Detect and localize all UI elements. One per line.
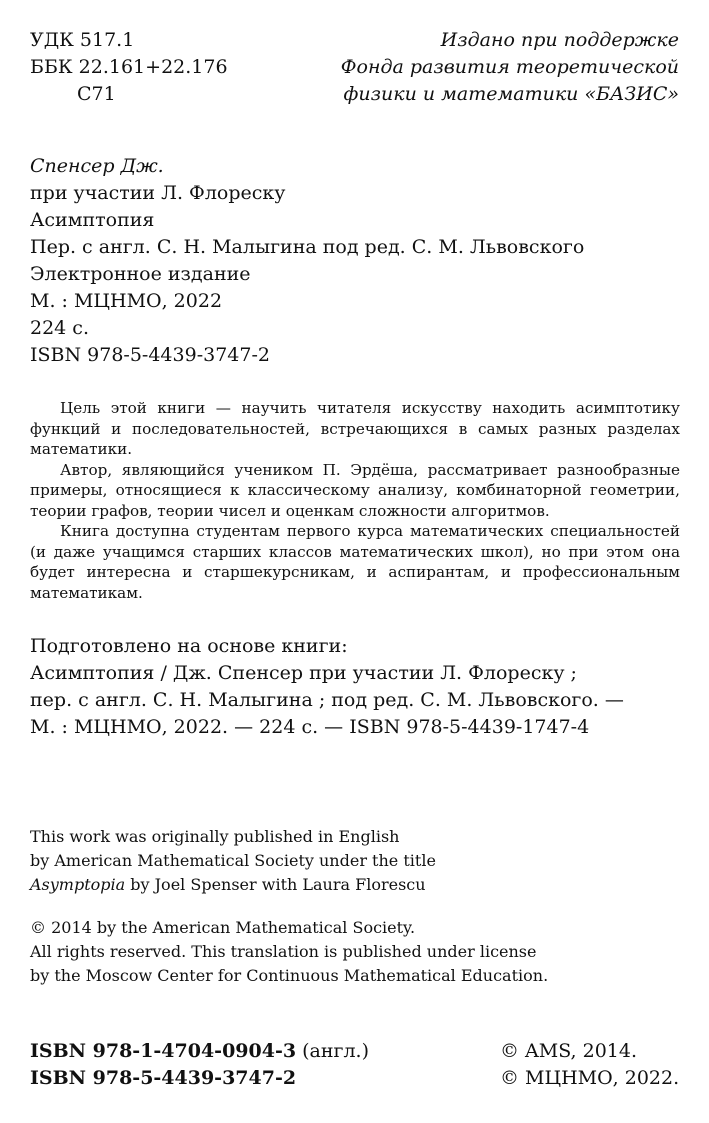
copyright-line: © 2014 by the American Mathematical Society. <box>30 918 416 937</box>
isbn-line-1 <box>30 1038 450 1065</box>
isbn-russian: ISBN 978-5-4439-3747-2 <box>30 1067 297 1089</box>
translation-info: Пер. с англ. С. Н. Малыгина под ред. С. М. Львовского <box>30 236 585 258</box>
original-line: by American Mathematical Society under the title <box>30 851 436 870</box>
copyright-block <box>500 1038 690 1092</box>
isbn-english-note: (англ.) <box>296 1040 369 1062</box>
author-name: Спенсер Дж. <box>30 155 164 177</box>
original-authors: by Joel Spenser with Laura Florescu <box>125 875 426 894</box>
coauthor: при участии Л. Флореску <box>30 182 286 204</box>
annotation-paragraph: Цель этой книги — научить читателя искусству находить асимптотику функций и последовательностей, встречающихся в самых разных разделах математики. <box>30 399 680 458</box>
original-title: Asymptopia <box>30 875 126 894</box>
udk-code: УДК 517.1 <box>30 29 135 51</box>
book-title: Асимптопия <box>30 209 155 231</box>
isbn-block <box>30 1038 450 1092</box>
original-publication <box>30 825 680 897</box>
source-line: Подготовлено на основе книги: <box>30 635 348 657</box>
original-line <box>30 873 680 897</box>
copyright-ams: © AMS, 2014. <box>500 1040 638 1062</box>
support-note-line: Издано при поддержке <box>440 29 679 51</box>
page-count: 224 с. <box>30 317 89 339</box>
edition-info: Электронное издание <box>30 263 251 285</box>
source-line: М. : МЦНМО, 2022. — 224 с. — ISBN 978-5-4439-1747-4 <box>30 716 590 738</box>
source-note <box>30 633 680 741</box>
publisher-info: М. : МЦНМО, 2022 <box>30 290 223 312</box>
support-note-line: физики и математики «БАЗИС» <box>343 83 679 105</box>
support-note <box>319 27 679 108</box>
author-mark: С71 <box>77 83 116 105</box>
copyright-line: All rights reserved. This translation is published under license <box>30 942 537 961</box>
classification-block <box>30 27 290 108</box>
bbk-code: ББК 22.161+22.176 <box>30 56 228 78</box>
support-note-line: Фонда развития теоретической <box>340 56 679 78</box>
bibliographic-record <box>30 153 680 369</box>
isbn-english: ISBN 978-1-4704-0904-3 <box>30 1040 297 1062</box>
annotation <box>30 398 680 603</box>
copyright-notice <box>30 916 680 988</box>
annotation-paragraph: Книга доступна студентам первого курса математических специальностей (и даже учащимся старших классов математических школ), но при этом она будет интересна и старшекурсникам, и аспирантам, и профессиональным математикам. <box>30 522 680 602</box>
source-line: Асимптопия / Дж. Спенсер при участии Л. Флореску ; <box>30 662 577 684</box>
isbn-record: ISBN 978-5-4439-3747-2 <box>30 344 270 366</box>
original-line: This work was originally published in English <box>30 827 400 846</box>
copyright-mccme: © МЦНМО, 2022. <box>500 1067 680 1089</box>
source-line: пер. с англ. С. Н. Малыгина ; под ред. С. М. Львовского. — <box>30 689 624 711</box>
copyright-line: by the Moscow Center for Continuous Mathematical Education. <box>30 966 549 985</box>
annotation-paragraph: Автор, являющийся учеником П. Эрдёша, рассматривает разнообразные примеры, относящиеся к классическому анализу, комбинаторной геометрии, теории графов, теории чисел и оценкам сложности алгоритмов. <box>30 460 680 520</box>
